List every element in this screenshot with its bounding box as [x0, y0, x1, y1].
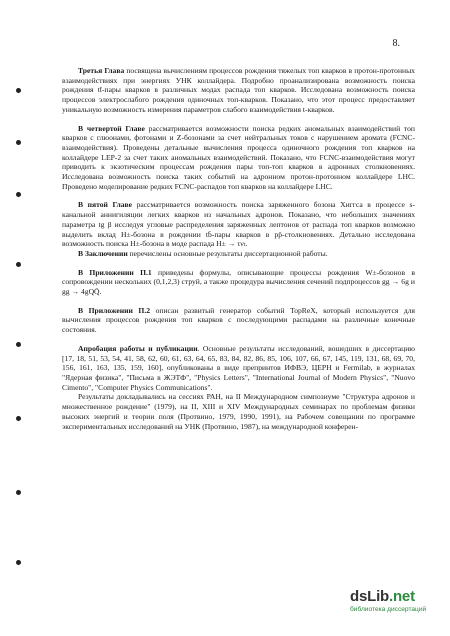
- paragraph-chapter-3: [62, 66, 415, 115]
- binder-hole: [16, 140, 21, 145]
- paragraph-text: перечислены основные результаты диссертационной работы.: [127, 248, 328, 258]
- logo-mark-main: dsLib: [350, 588, 389, 605]
- paragraph-reports: [62, 392, 415, 431]
- binder-hole: [16, 192, 21, 197]
- paragraph-chapter-5: [62, 200, 415, 249]
- paragraph-lead: В Приложении П.1: [78, 267, 152, 277]
- binder-hole: [16, 262, 21, 267]
- paragraph-chapter-4: [62, 124, 415, 192]
- paragraph-lead: В Приложении П.2: [78, 305, 151, 315]
- dslib-logo[interactable]: [350, 588, 442, 628]
- paragraph-text: рассматривается возможности поиска редких аномальных взаимодействий топ кварков с глюонами, фотонами и Z-бозонами за счет нейтральных токов с нарушением аромата (FCNC-взаимодействия). Проведены детальные вычисления процесса одиночного рождения топ кварков на коллайдере LEP-2 за счет таких аномальных взаимодействий. Показано, что FCNC-взаимодействия могут приводить к экзотическим процессам рождения пары топ-топ кварков в адронных столкновениях. Исследована возможность поиска таких событий на адронном протон-протонном коллайдере LHC. Проведено моделирование редких FCNC-распадов топ кварков на коллайдере LHC.: [62, 123, 415, 191]
- paragraph-lead: В четвертой Главе: [78, 123, 145, 133]
- logo-mark-accent: .net: [389, 588, 415, 605]
- paragraph-text: Результаты докладывались на сессиях РАН, на II Международном симпозиуме "Структура адронов и множественное рождение" (1979), на II, XIII и XIV Международных семинарах по проблемам физики высоких энергий и теории поля (Протвино, 1979, 1990, 1991), на Рабочем совещании по программе экспериментальных исследований на УНК (Протвино, 1987), на международной конферен-: [62, 392, 415, 431]
- binder-hole: [16, 416, 21, 421]
- paragraph-lead: В Заключении: [78, 248, 128, 258]
- paragraph-text: приведены формулы, описывающие процессы рождения W±-бозонов в сопровождении нескольких (0,1,2,3) струй, а также процедура вычисления сечений подпроцессов gg → 6g и gg → 4gQQ̄.: [62, 267, 415, 297]
- paragraph-lead: Третья Глава: [78, 66, 125, 75]
- page-number: 8.: [392, 38, 400, 49]
- paragraph-appendix-1: [62, 268, 415, 297]
- binder-hole: [16, 560, 21, 565]
- paragraph-appendix-2: [62, 306, 415, 335]
- paragraph-lead: В пятой Главе: [78, 200, 133, 210]
- binder-hole: [16, 342, 21, 347]
- paragraph-text: посвящена вычислениям процессов рождения тяжелых топ кварков в протон-протонных взаимодействиях при энергиях УНК коллайдера. Подробно проанализирована возможность поиска рождения tt̄-пары кварков в различных модах распада топ кварков. Исследована возможность поиска процессов электрослабого рождения одиночных топ-кварков. Показано, что этот процесс предоставляет уникальную возможность измерения параметров слабого взаимодействия t-кварков.: [62, 66, 415, 114]
- paragraph-approbation: [62, 344, 415, 393]
- logo-mark: [350, 588, 442, 605]
- paragraph-lead: Апробация работы и публикации: [78, 343, 198, 353]
- paragraph-conclusion: [62, 249, 415, 259]
- page-body: [62, 66, 415, 431]
- binder-hole: [16, 490, 21, 495]
- paragraph-text: рассматривается возможность поиска заряженного бозона Хиггса в процессе s-канальной аннигиляции легких кварков из начальных адронов. Показано, что небольших значениях параметра tg β исследуя угловые распределения заряженных лептонов от распада топ кварков возможно выделить вклад H±-бозона в рождении tb̄-пары кварков в pp̄-столкновениях. Детально исследована возможность поиска H±-бозона в моде распада H± → τνₜ.: [62, 200, 415, 249]
- paragraph-text: . Основные результаты исследований, вошедших в диссертацию [17, 18, 51, 53, 54, 41, 58, 62, 60, 61, 63, 64, 65, 83, 84, 82, 86, 85, 106, 107, 66, 67, 145, 119, 131, 68, 69, 70, 156, 161, 163, 135, 159, 160], опубликованы в виде препринтов ИФВЭ, ЦЕРН и Fermilab, в журналах "Ядерная физика", "Письма в ЖЭТФ", "Physics Letters", "International Journal of Modern Physics", "Nuovo Cimento", "Computer Physics Communications".: [62, 343, 415, 392]
- binder-hole: [16, 88, 21, 93]
- logo-subtitle: библиотека диссертаций: [350, 606, 427, 613]
- paragraph-text: описан развитый генератор событий TopReX, который используется для вычисления процессов рождения топ кварков с последующими распадами на различные конечные состояния.: [62, 305, 415, 335]
